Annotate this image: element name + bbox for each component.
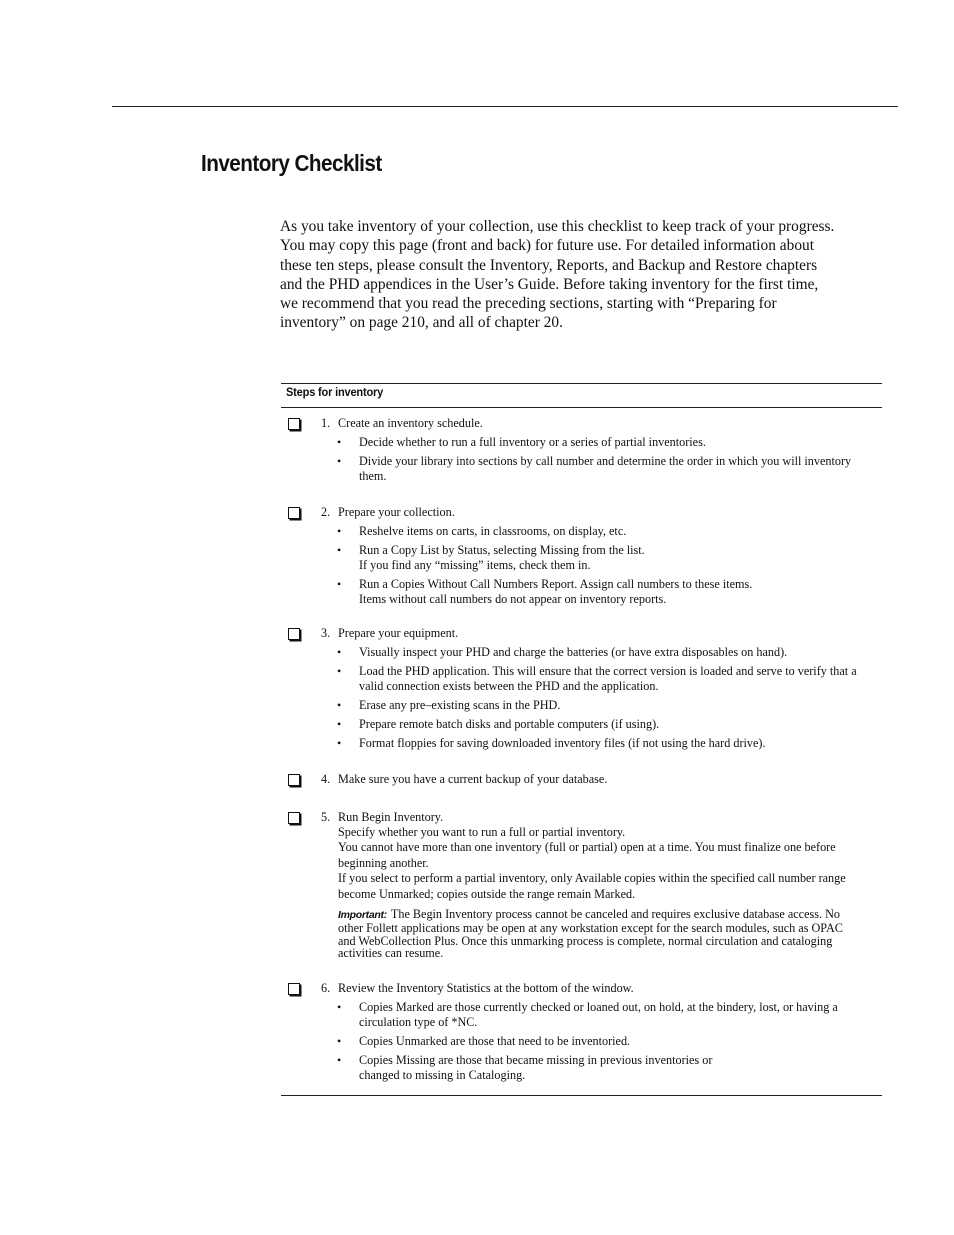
- step-bullets: [359, 1000, 869, 1087]
- step-number: 1.: [321, 416, 331, 430]
- step-checkbox[interactable]: [288, 418, 300, 430]
- step-title: Run Begin Inventory.: [338, 810, 444, 824]
- list-item: • Visually inspect your PHD and charge the batteries (or have extra disposables on hand).: [359, 645, 869, 660]
- list-item: • Format floppies for saving downloaded inventory files (if not using the hard drive).: [359, 736, 869, 751]
- step-number: 2.: [321, 505, 331, 519]
- list-item: • Load the PHD application. This will ensure that the correct version is loaded and serve to verify that a valid connection exists between the PHD and the application.: [359, 664, 869, 694]
- step-checkbox[interactable]: [288, 812, 300, 824]
- step-title: Create an inventory schedule.: [338, 416, 483, 430]
- step-title: Prepare your collection.: [338, 505, 455, 519]
- list-item: • Divide your library into sections by call number and determine the order in which you will inventory them.: [359, 454, 869, 484]
- important-text: The Begin Inventory process cannot be canceled and requires exclusive database access. No other Follett applications may be open at any workstation except for the search modules, such as OPAC and WebCollection Plus. Once this unmarking process is complete, normal circulation and cataloging activities can resume.: [338, 907, 843, 961]
- list-item: • Reshelve items on carts, in classrooms, on display, etc.: [359, 524, 869, 539]
- step-number: 6.: [321, 981, 331, 995]
- list-item: • Erase any pre–existing scans in the PHD.: [359, 698, 869, 713]
- step-checkbox[interactable]: [288, 507, 300, 519]
- list-item: • Copies Marked are those currently checked or loaned out, on hold, at the bindery, lost, or having a circulation type of *NC.: [359, 1000, 869, 1030]
- list-item: • Run a Copies Without Call Numbers Report. Assign call numbers to these items. Items without call numbers do not appear on inventory reports.: [359, 577, 869, 607]
- important-label: Important:: [338, 909, 387, 921]
- step-paragraph: If you select to perform a partial inventory, only Available copies within the specified call number range become Unmarked; copies outside the range remain Marked.: [338, 871, 846, 901]
- page-title: Inventory Checklist: [201, 150, 382, 176]
- step-title: Prepare your equipment.: [338, 626, 459, 640]
- list-item: • Copies Unmarked are those that need to be inventoried.: [359, 1034, 869, 1049]
- step-number: 3.: [321, 626, 331, 640]
- step-number: 4.: [321, 772, 331, 786]
- step-checkbox[interactable]: [288, 628, 300, 640]
- table-header-label: Steps for inventory: [286, 385, 384, 399]
- step-number: 5.: [321, 810, 331, 824]
- step-checkbox[interactable]: [288, 983, 300, 995]
- header-rule: [112, 106, 898, 107]
- step-checkbox[interactable]: [288, 774, 300, 786]
- step-bullets: [359, 645, 869, 755]
- list-item: • Run a Copy List by Status, selecting Missing from the list. If you find any “missing” items, check them in.: [359, 543, 869, 573]
- list-item: • Copies Missing are those that became missing in previous inventories or changed to missing in Cataloging.: [359, 1053, 869, 1083]
- table-header-rule: [281, 407, 882, 408]
- step-title: Make sure you have a current backup of your database.: [338, 772, 608, 786]
- step-paragraph: You cannot have more than one inventory (full or partial) open at a time. You must finalize one before beginning another.: [338, 840, 836, 870]
- step-bullets: [359, 524, 869, 611]
- important-note: [338, 908, 858, 960]
- step-paragraph: Specify whether you want to run a full or partial inventory.: [338, 825, 626, 839]
- intro-paragraph: As you take inventory of your collection, use this checklist to keep track of your progress. You may copy this page (front and back) for future use. For detailed information about these ten steps, please consult the Inventory, Reports, and Backup and Restore chapters and the PHD appendices in the User’s Guide. Before taking inventory for the first time, we recommend that you read the preceding sections, starting with “Preparing for inventory” on page 210, and all of chapter 20.: [280, 218, 835, 332]
- step-bullets: [359, 435, 869, 488]
- list-item: • Decide whether to run a full inventory or a series of partial inventories.: [359, 435, 869, 450]
- list-item: • Prepare remote batch disks and portable computers (if using).: [359, 717, 869, 732]
- step-title: Review the Inventory Statistics at the bottom of the window.: [338, 981, 634, 995]
